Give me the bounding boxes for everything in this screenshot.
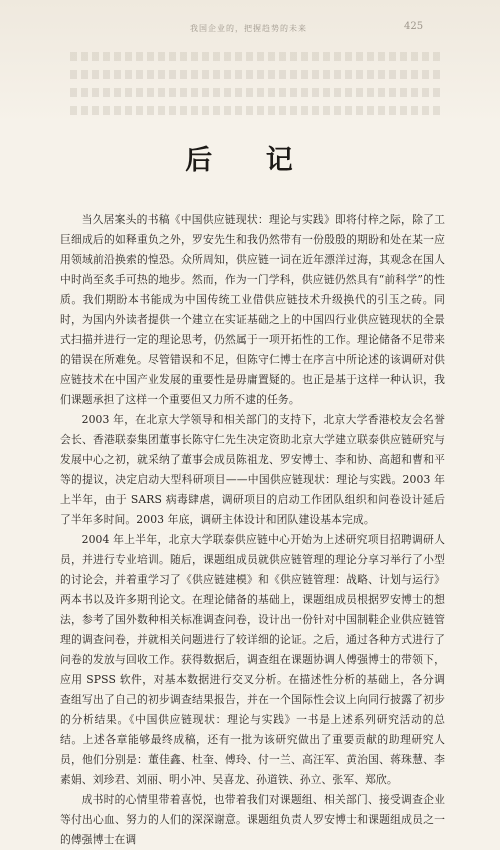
paragraph: 当久居案头的书稿《中国供应链现状：理论与实践》即将付梓之际，除了工巨细成后的如释重负之外，罗安先生和我仍然带有一份殷殷的期盼和处在某一应用领域前沿换索的惶恐。众所周知，供应链一词在近年漂洋过海，其观念在国人中时尚至炙手可热的地步。然而，作为一门学科，供应链仍然具有“前科学”的性质。我们期盼本书能成为中国传统工业借供应链技术升级换代的引玉之砖。同时，为国内外读者提供一个建立在实证基础之上的中国四行业供应链现状的全景式扫描并进行一定的理论思考，仍然属于一项开拓性的工作。理论储备不足带来的错误在所难免。尽管错误和不足，但陈守仁博士在序言中所论述的该调研对供应链技术在中国产业发展的重要性是毋庸置疑的。也正是基于这样一种认识，我们课题承担了这样一个重要但又力所不逮的任务。 bbox=[60, 213, 445, 406]
show-through-line bbox=[70, 52, 440, 61]
paragraph: 2004 年上半年，北京大学联泰供应链中心开始为上述研究项目招聘调研人员，并进行专业培训。随后，课题组成员就供应链管理的理论分享习举行了小型的讨论会，并着重学习了《供应链建模》和《供应链管理：战略、计划与运行》两本书以及许多期刊论文。在理论储备的基础上，课题组成员根据罗安博士的想法，参考了国外数种相关标准调查问卷，设计出一份针对中国制鞋企业供应链管理的调查问卷，并就相关问题进行了较详细的论证。之后，通过各种方式进行了问卷的发放与回收工作。获得数据后，调查组在课题协调人傅强博士的带领下，应用 SPSS 软件，对基本数据进行交叉分析。在描述性分析的基础上，各分调查组写出了自己的初步调查结果报告，并在一个国际性会议上向同行披露了初步的分析结果。《中国供应链现状：理论与实践》一书是上述系列研究活动的总结。上述各章能够最终成稿，还有一批为该研究做出了重要贡献的助理研究人员，他们分别是：董佳鑫、杜奎、傅玲、付一兰、高汪军、黄治国、蒋珠慧、李素娟、刘珍君、刘丽、明小冲、吴喜龙、孙道铁、孙立、张军、郑欣。 bbox=[60, 533, 445, 786]
show-through-line bbox=[70, 106, 440, 115]
body-text bbox=[60, 210, 445, 850]
page-number: 425 bbox=[404, 21, 424, 32]
paragraph: 成书时的心情里带着喜悦，也带着我们对课题组、相关部门、接受调查企业等付出心血、努力的人们的深深谢意。课题组负责人罗安博士和课题组成员之一的傅强博士在调 bbox=[60, 793, 445, 846]
running-head: 我国企业的，把握趋势的未来 bbox=[190, 24, 307, 33]
show-through-line bbox=[70, 70, 440, 79]
show-through-area bbox=[0, 0, 500, 125]
paragraph: 2003 年，在北京大学领导和相关部门的支持下，北京大学香港校友会名誉会长、香港联泰集团董事长陈守仁先生决定资助北京大学建立联泰供应链研究与发展中心之初，就采纳了董事会成员陈祖龙、罗安博士、李和协、高超和曹和平等的提议，决定启动大型科研项目——中国供应链现状：理论与实践。2003 年上半年，由于 SARS 病毒肆虐，调研项目的启动工作团队组织和问卷设计延后了半年多时间。2003 年底，调研主体设计和团队建设基本完成。 bbox=[60, 413, 445, 526]
show-through-line bbox=[70, 88, 440, 97]
chapter-title: 后 记 bbox=[185, 145, 315, 176]
